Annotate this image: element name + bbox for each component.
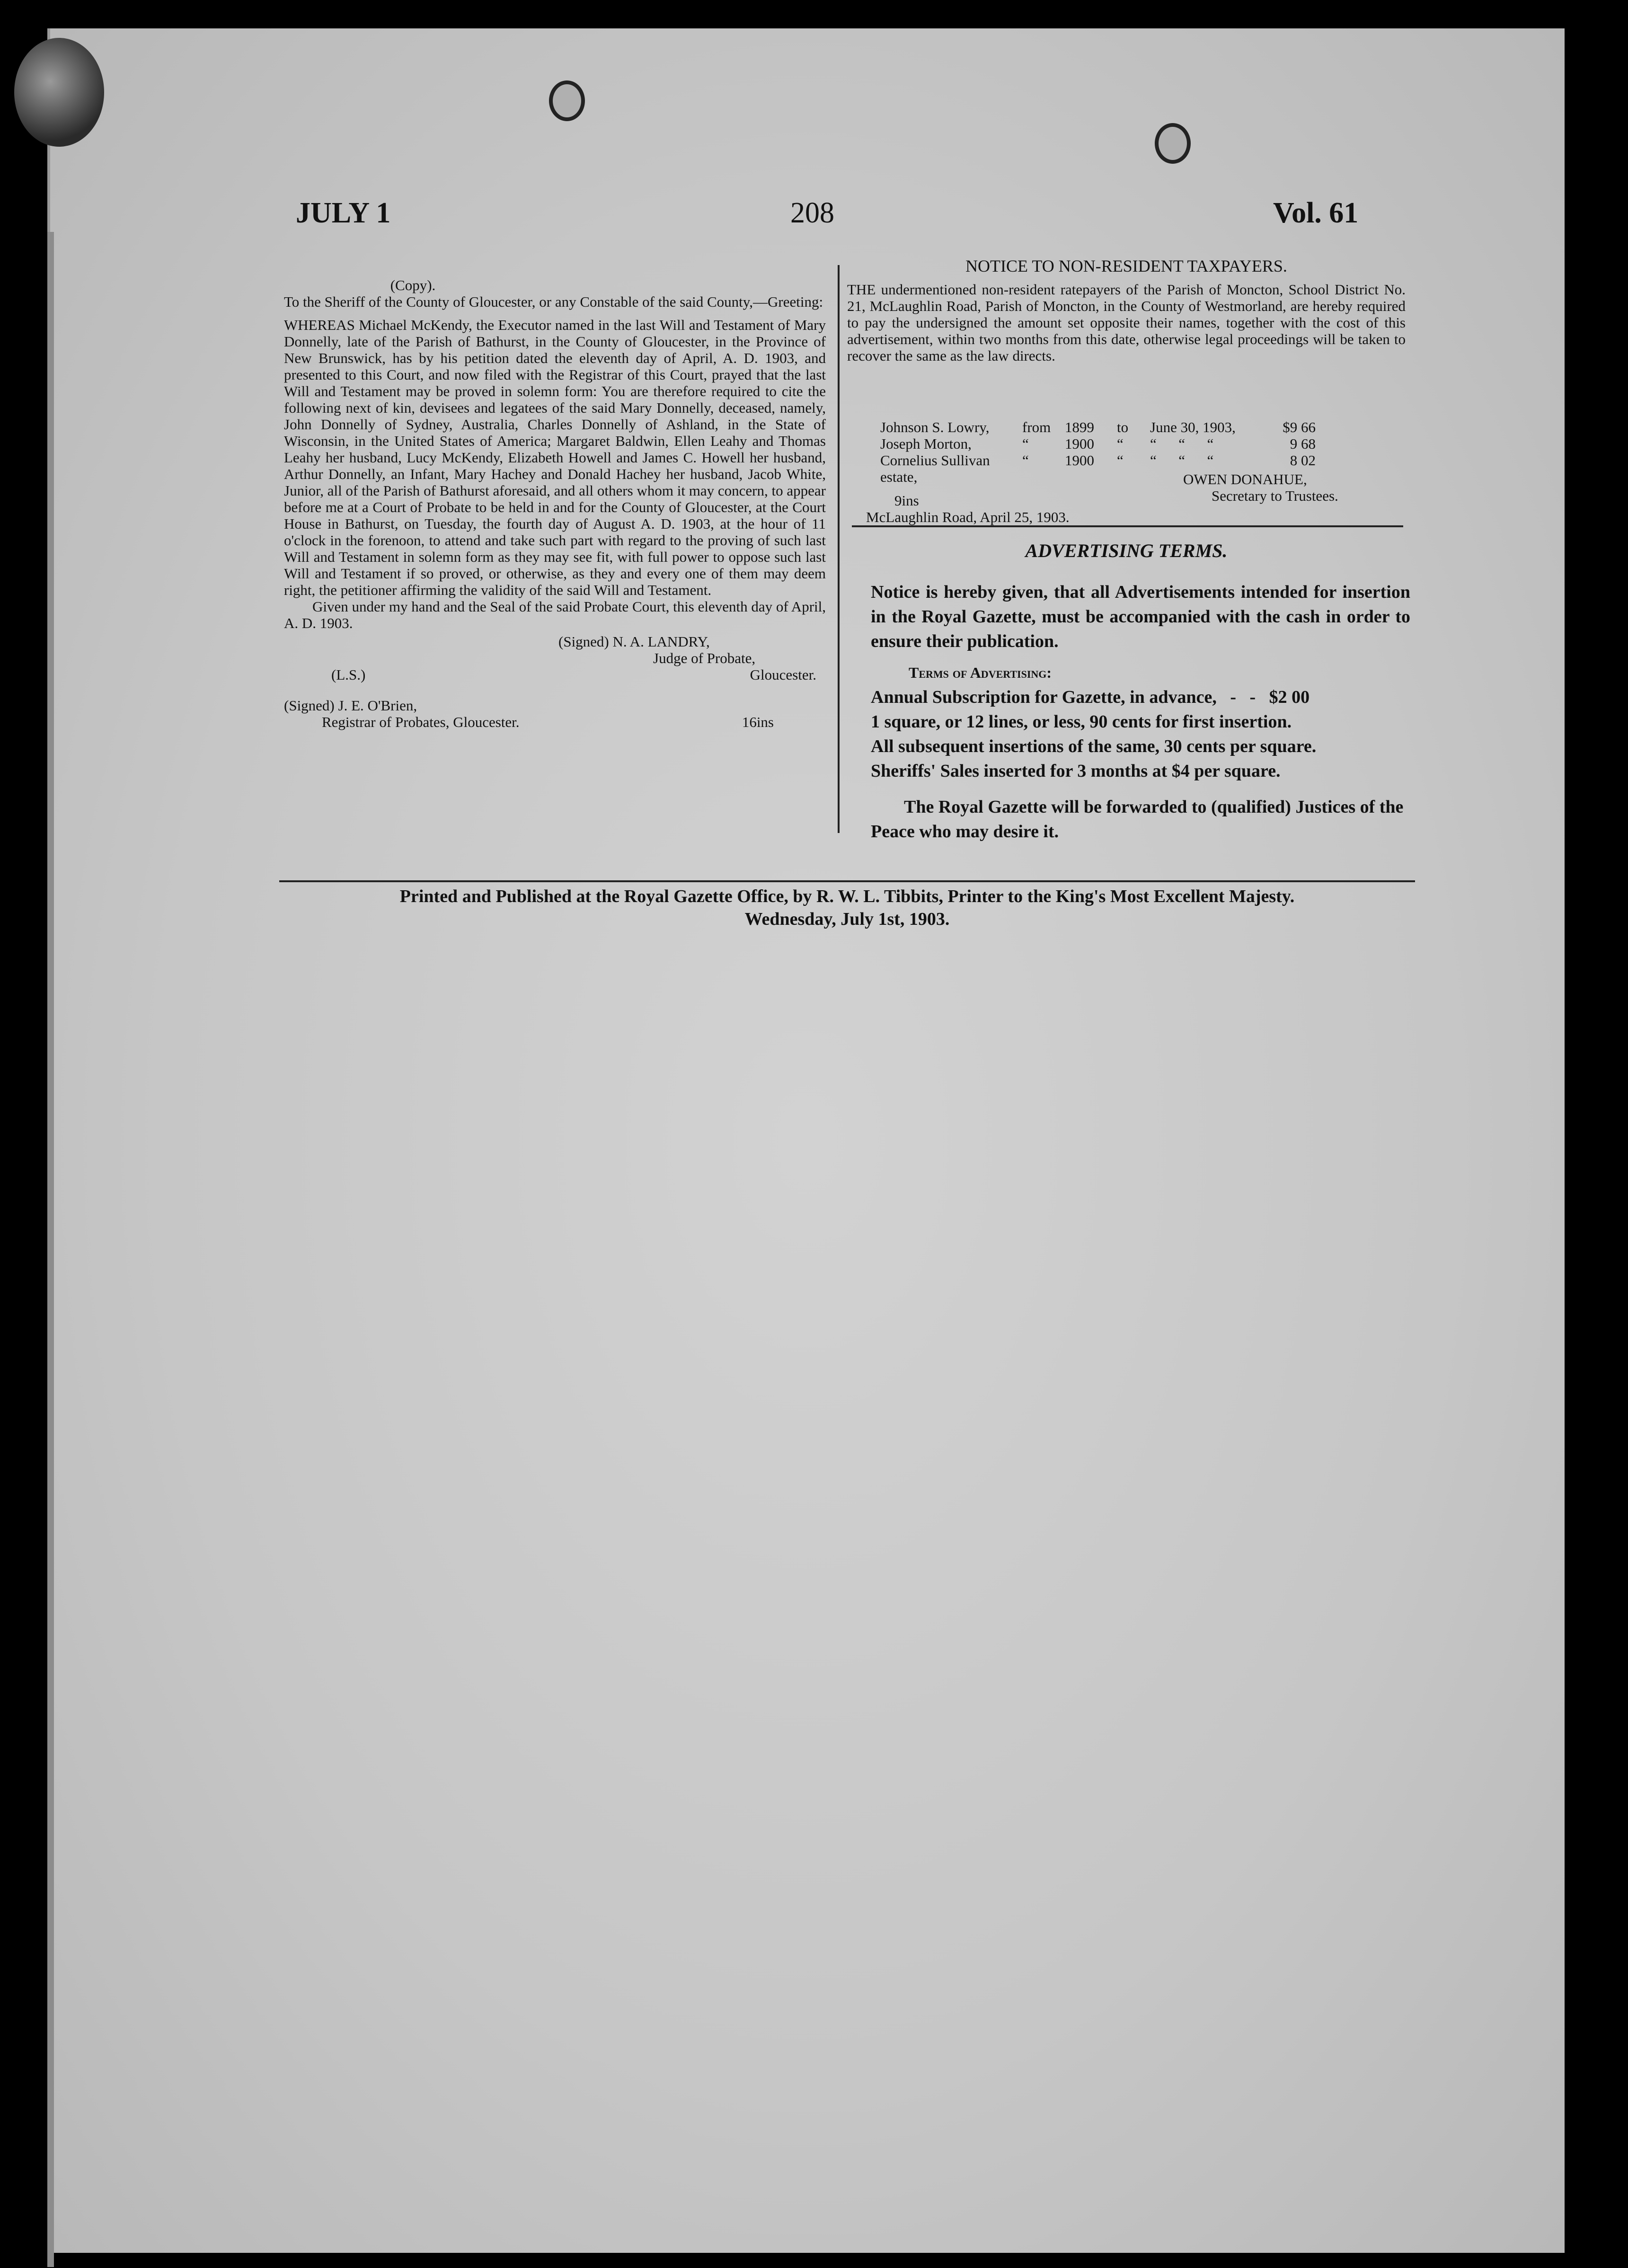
citation-body: WHEREAS Michael McKendy, the Executor named in the last Will and Testament of Mary Donnelly, late of the Parish of Bathurst, in the County of Gloucester, in the Province of New Brunswick, has by his petition dated the eleventh day of April, A. D. 1903, and presented to this Court, and now filed with the Registrar of this Court, prayed that the last Will and Testament may be proved in solemn form: You are therefore required to cite the following next of kin, devisees and legatees of the said Mary Donnelly, deceased, namely, John Donnelly of Sydney, Australia, Charles Donnelly of Ashland, in the State of Wisconsin, in the United States of America; Margaret Baldwin, Ellen Leahy and Thomas Leahy her husband, Lucy McKendy, Elizabeth Howell and James C. Howell her husband, Arthur Donnelly, an Infant, Mary Hachey and Donald Hachey her husband, Jacob White, Junior, all of the Parish of Bathurst aforesaid, and all others whom it may concern, to appear before me at a Court of Probate to be held in and for the County of Gloucester, at the Court House in Bathurst, on Tuesday, the fourth day of August A. D. 1903, at the hour of 11 o'clock in the forenoon, to attend and take such part with regard to the proving of such last Will and Testament in solemn form as they may see fit, with full power to oppose such last Will and Testament if so proved, or otherwise, as they and every one of them may deem right, the petitioner affirming the validity of the said Will and Testament. [284,317,826,598]
advertising-title: ADVERTISING TERMS. [1025,540,1228,561]
taxpayer-signer: OWEN DONAHUE, [1183,471,1307,487]
taxpayer-place-date: McLaughlin Road, April 25, 1903. [866,509,1070,525]
right-insertions: 9ins [894,492,919,509]
terms-line-sheriffs: Sheriffs' Sales inserted for 3 months at $4 per square. [871,761,1281,781]
header-page-number: 208 [790,197,834,229]
signed-judge: (Signed) N. A. LANDRY, [558,633,710,650]
terms-heading: Terms of Advertising: [909,664,1052,681]
imprint-line-2: Wednesday, July 1st, 1903. [744,909,950,929]
citation-address: To the Sheriff of the County of Gloucester, or any Constable of the said County,—Greeting: [284,293,823,310]
imprint-line-1: Printed and Published at the Royal Gazette Office, by R. W. L. Tibbits, Printer to the King's Most Excellent Majesty. [399,886,1295,906]
taxpayer-notice [847,256,1406,364]
punch-hole-right [1155,123,1191,164]
advertising-notice: Notice is hereby given, that all Advertisements intended for insertion in the Royal Gazette, must be accompanied with the cash in order to ensure their publication. [871,582,1410,651]
tax-row: Joseph Morton, “ 1900 “ “ “ “ 9 68 [880,435,1316,452]
taxpayer-signer-title: Secretary to Trustees. [1212,487,1338,504]
judge-county: Gloucester. [750,666,816,683]
seal-label: (L.S.) [331,666,366,683]
terms-line-subscription: Annual Subscription for Gazette, in advance, - - $2 00 [871,687,1310,707]
imprint [274,885,1420,930]
taxpayer-signature [1183,471,1396,504]
section-rule [852,525,1403,527]
probate-citation [284,277,826,730]
footer-rule [279,880,1415,882]
taxpayer-body: THE undermentioned non-resident ratepayers of the Parish of Moncton, School District No. 21, McLaughlin Road, Parish of Moncton, in the County of Westmorland, are hereby required to pay the undersigned the amount set opposite their names, together with the cost of this advertisement, within two months from this date, otherwise legal proceedings will be taken to recover the same as the law directs. [847,281,1406,364]
terms-line-square: 1 square, or 12 lines, or less, 90 cents for first insertion. [871,712,1292,732]
left-insertions: 16ins [742,714,774,730]
registrar-title: Registrar of Probates, Gloucester. [322,714,520,730]
punch-hole-left [549,80,585,121]
terms-line-subsequent: All subsequent insertions of the same, 30 cents per square. [871,736,1317,756]
column-divider [838,265,840,833]
page-edge-shadow [47,232,54,2267]
advertising-terms [871,580,1410,844]
citation-given: Given under my hand and the Seal of the said Probate Court, this eleventh day of April, A. D. 1903. [284,598,826,631]
header-volume: Vol. 61 [1273,197,1359,229]
judge-title: Judge of Probate, [653,650,756,666]
terms-forward: The Royal Gazette will be forwarded to (qualified) Justices of the Peace who may desire it. [871,797,1404,842]
header-date: JULY 1 [296,197,391,229]
copy-label: (Copy). [390,277,436,293]
taxpayer-title: NOTICE TO NON-RESIDENT TAXPAYERS. [965,257,1287,275]
thumb-shadow [14,38,104,147]
taxpayer-footer [866,492,1197,525]
tax-row: Cornelius Sullivan estate, “ 1900 “ “ “ “ 8 02 [880,452,1316,485]
tax-row: Johnson S. Lowry, from 1899 to June 30, 1903, $9 66 [880,419,1316,435]
signed-registrar: (Signed) J. E. O'Brien, [284,697,417,714]
